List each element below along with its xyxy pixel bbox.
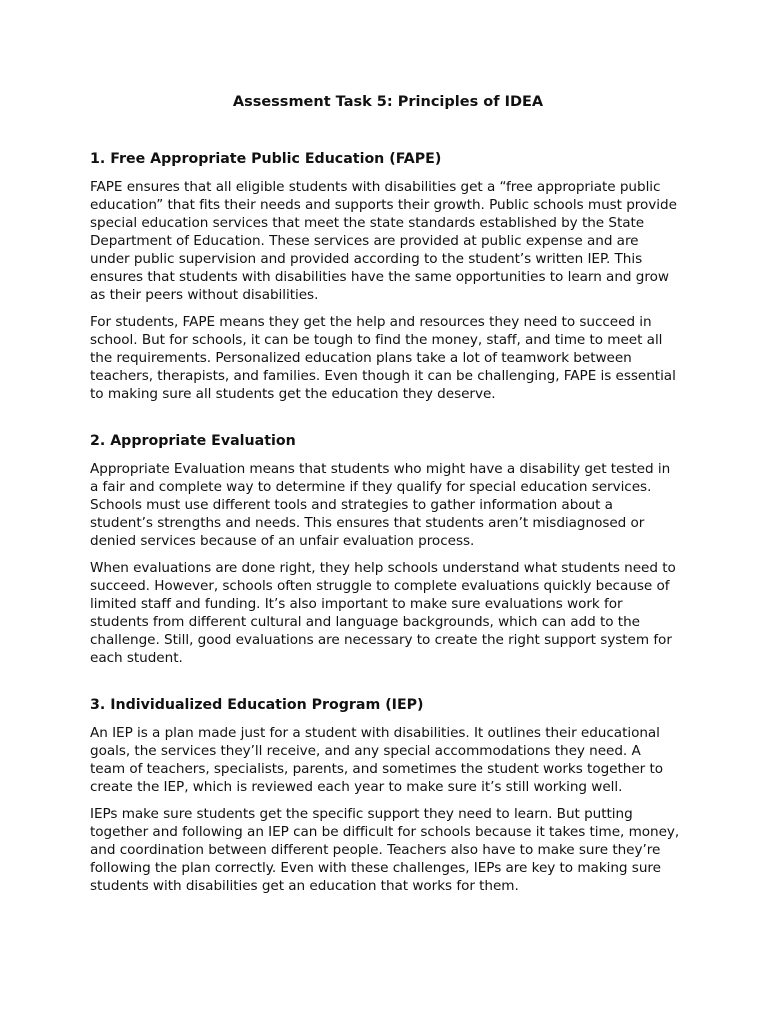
section-appropriate-evaluation: [90, 432, 680, 667]
paragraph: For students, FAPE means they get the help and resources they need to succeed in school. But for schools, it can be tough to find the money, staff, and time to meet all the requirements. Personalized education plans take a lot of teamwork between teachers, therapists, and families. Even though it can be challenging, FAPE is essential to making sure all students get the education they deserve.: [90, 314, 676, 402]
section-heading: 1. Free Appropriate Public Education (FAPE): [90, 151, 442, 167]
paragraph: FAPE ensures that all eligible students with disabilities get a “free appropriate public education” that fits their needs and supports their growth. Public schools must provide special education services that meet the state standards established by the State Department of Education. These services are provided at public expense and are under public supervision and provided according to the student’s written IEP. This ensures that students with disabilities have the same opportunities to learn and grow as their peers without disabilities.: [90, 179, 677, 303]
paragraph: IEPs make sure students get the specific support they need to learn. But putting together and following an IEP can be difficult for schools because it takes time, money, and coordination between different people. Teachers also have to make sure they’re following the plan correctly. Even with these challenges, IEPs are key to making sure students with disabilities get an education that works for them.: [90, 806, 680, 894]
paragraph: When evaluations are done right, they help schools understand what students need to succeed. However, schools often struggle to complete evaluations quickly because of limited staff and funding. It’s also important to make sure evaluations work for students from different cultural and language backgrounds, which can add to the challenge. Still, good evaluations are necessary to create the right support system for each student.: [90, 560, 676, 666]
paragraph: Appropriate Evaluation means that students who might have a disability get tested in a fair and complete way to determine if they qualify for special education services. Schools must use different tools and strategies to gather information about a student’s strengths and needs. This ensures that students aren’t misdiagnosed or denied services because of an unfair evaluation process.: [90, 461, 671, 549]
section-iep: [90, 696, 680, 895]
section-heading: 2. Appropriate Evaluation: [90, 433, 296, 449]
paragraph: An IEP is a plan made just for a student with disabilities. It outlines their educational goals, the services they’ll receive, and any special accommodations they need. A team of teachers, specialists, parents, and sometimes the student works together to create the IEP, which is reviewed each year to make sure it’s still working well.: [90, 725, 664, 795]
section-fape: [90, 150, 680, 403]
document-title: Assessment Task 5: Principles of IDEA: [232, 94, 544, 110]
section-heading: 3. Individualized Education Program (IEP): [90, 697, 424, 713]
document-page: [90, 92, 680, 904]
